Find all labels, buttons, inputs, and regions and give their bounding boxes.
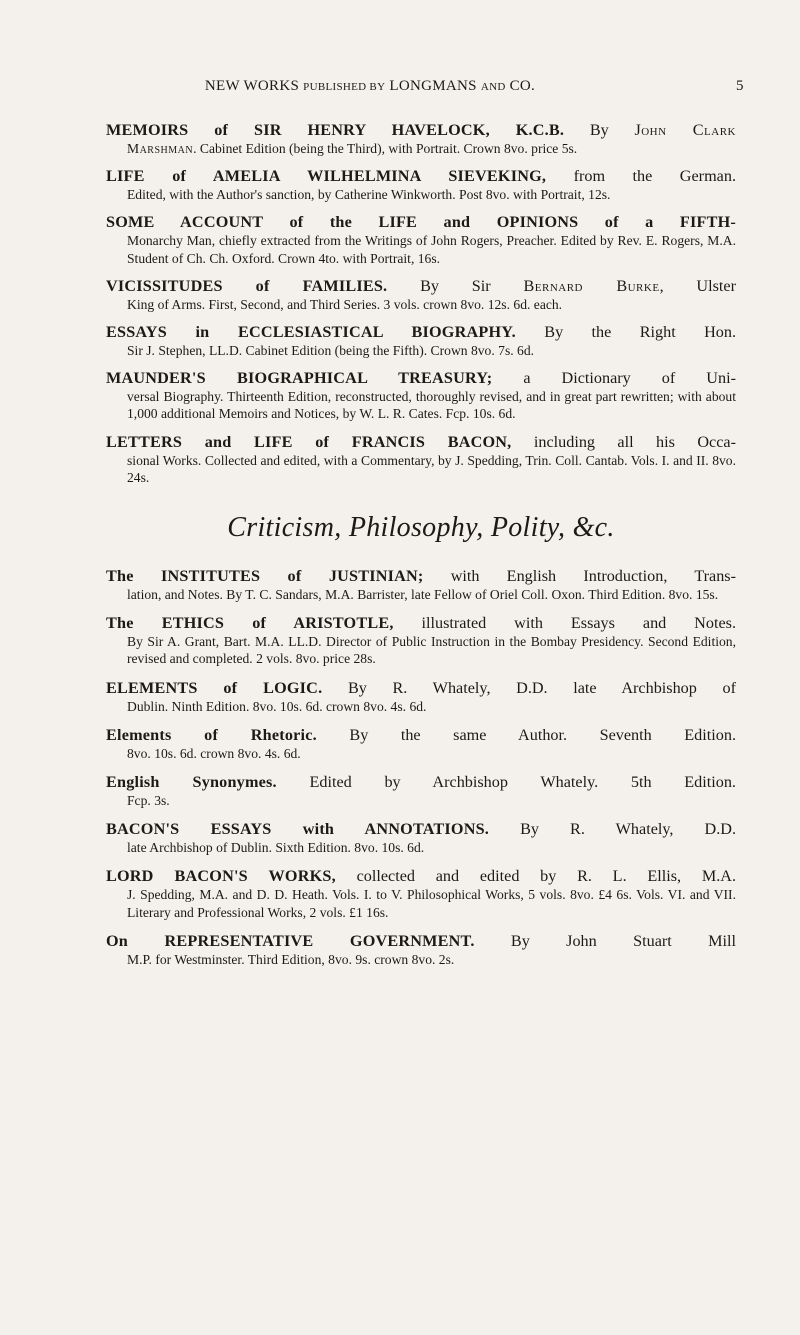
list-item: Elements of Rhetoric. By the same Author. Seventh Edition. 8vo. 10s. 6d. crown 8vo. 4s. 6d. xyxy=(106,725,736,761)
entry-title: ESSAYS in ECCLESIASTICAL BIOGRAPHY. xyxy=(106,323,516,342)
list-item: MAUNDER'S BIOGRAPHICAL TREASURY; a Dictionary of Uni- versal Biography. Thirteenth Edition, reconstructed, thoroughly revised, and in great part rewritten; with about 1,000 additional Memoirs and Notices, by W. L. R. Cates. Fcp. 10s. 6d. xyxy=(106,369,736,422)
entry-title: On REPRESENTATIVE GOVERNMENT. xyxy=(106,931,475,950)
section-heading: Criticism, Philosophy, Polity, &c. xyxy=(227,512,615,544)
list-item: On REPRESENTATIVE GOVERNMENT. By John Stuart Mill M.P. for Westminster. Third Edition, 8vo. 9s. crown 8vo. 2s. xyxy=(106,931,736,967)
running-head-title: NEW WORKS PUBLISHED BY LONGMANS AND CO. xyxy=(204,78,536,94)
entry-details: Fcp. 3s. xyxy=(127,793,170,809)
list-item: LORD BACON'S WORKS, collected and edited by R. L. Ellis, M.A. J. Spedding, M.A. and D. D. Heath. Vols. I. to V. Philosophical Works, 5 vols. 8vo. £4 6s. Vols. VI. and VII. Literary and Professional Works, 2 vols. £1 16s. xyxy=(106,867,737,920)
page-number: 5 xyxy=(736,78,744,94)
entry-details: late Archbishop of Dublin. Sixth Edition. 8vo. 10s. 6d. xyxy=(127,840,425,856)
philosophy-list xyxy=(106,566,736,968)
entry-details: 8vo. 10s. 6d. crown 8vo. 4s. 6d. xyxy=(127,745,301,761)
entry-title: ELEMENTS of LOGIC. xyxy=(106,678,323,697)
entry-title: BACON'S ESSAYS with ANNOTATIONS. xyxy=(106,820,490,839)
entry-details: Monarchy Man, chiefly extracted from the Writings of John Rogers, Preacher. Edited by Rev. E. Rogers, M.A. Student of Ch. Ch. Oxford. Crown 4to. with Portrait, 16s. xyxy=(127,233,736,266)
entry-details: King of Arms. First, Second, and Third Series. 3 vols. crown 8vo. 12s. 6d. each. xyxy=(127,296,563,312)
entry-title: English Synonymes. xyxy=(106,773,277,792)
catalogue-content xyxy=(106,120,736,978)
entry-author: Bernard Burke xyxy=(523,276,660,295)
entry-title: SOME ACCOUNT of the LIFE and OPINIONS of a FIFTH- xyxy=(106,213,736,232)
list-item: MEMOIRS of SIR HENRY HAVELOCK, K.C.B. By John Clark Marshman. Cabinet Edition (being the Third), with Portrait. Crown 8vo. price 5s. xyxy=(106,121,736,156)
entry-details: Sir J. Stephen, LL.D. Cabinet Edition (being the Fifth). Crown 8vo. 7s. 6d. xyxy=(127,343,535,359)
entry-details: lation, and Notes. By T. C. Sandars, M.A. Barrister, late Fellow of Oriel Coll. Oxon. Third Edition. 8vo. 15s. xyxy=(127,587,719,603)
list-item: LETTERS and LIFE of FRANCIS BACON, including all his Occa- sional Works. Collected and edited, with a Commentary, by J. Spedding, Trin. Coll. Cantab. Vols. I. and II. 8vo. 24s. xyxy=(106,432,736,485)
entry-details: sional Works. Collected and edited, with a Commentary, by J. Spedding, Trin. Coll. Cantab. Vols. I. and II. 8vo. 24s. xyxy=(127,452,736,485)
list-item: The INSTITUTES of JUSTINIAN; with English Introduction, Trans- lation, and Notes. By T. C. Sandars, M.A. Barrister, late Fellow of Oriel Coll. Oxon. Third Edition. 8vo. 15s. xyxy=(106,567,736,603)
entry-title: The ETHICS of ARISTOTLE, xyxy=(106,614,394,633)
list-item: ELEMENTS of LOGIC. By R. Whately, D.D. late Archbishop of Dublin. Ninth Edition. 8vo. 10s. 6d. crown 8vo. 4s. 6d. xyxy=(106,678,736,714)
entry-details: Dublin. Ninth Edition. 8vo. 10s. 6d. crown 8vo. 4s. 6d. xyxy=(127,698,427,714)
list-item: ESSAYS in ECCLESIASTICAL BIOGRAPHY. By the Right Hon. Sir J. Stephen, LL.D. Cabinet Edition (being the Fifth). Crown 8vo. 7s. 6d. xyxy=(106,323,736,359)
biography-list xyxy=(106,120,736,486)
entry-details: versal Biography. Thirteenth Edition, reconstructed, thoroughly revised, and in great part rewritten; with about 1,000 additional Memoirs and Notices, by W. L. R. Cates. Fcp. 10s. 6d. xyxy=(127,389,736,422)
list-item: The ETHICS of ARISTOTLE, illustrated with Essays and Notes. By Sir A. Grant, Bart. M.A. LL.D. Director of Public Instruction in the Bombay Presidency. Second Edition, revised and completed. 2 vols. 8vo. price 28s. xyxy=(106,614,736,667)
list-item: English Synonymes. Edited by Archbishop Whately. 5th Edition. Fcp. 3s. xyxy=(106,773,736,809)
entry-details: . Cabinet Edition (being the Third), with Portrait. Crown 8vo. price 5s. xyxy=(193,141,578,156)
entry-title: LIFE of AMELIA WILHELMINA SIEVEKING, xyxy=(106,167,547,186)
list-item: BACON'S ESSAYS with ANNOTATIONS. By R. Whately, D.D. late Archbishop of Dublin. Sixth Edition. 8vo. 10s. 6d. xyxy=(106,820,736,856)
list-item xyxy=(106,212,736,266)
entry-details: J. Spedding, M.A. and D. D. Heath. Vols. I. to V. Philosophical Works, 5 vols. 8vo. £4 6s. Vols. VI. and VII. Literary and Professional Works, 2 vols. £1 16s. xyxy=(127,887,736,920)
entry-title: MAUNDER'S BIOGRAPHICAL TREASURY; xyxy=(106,369,493,388)
list-item: LIFE of AMELIA WILHELMINA SIEVEKING, from the German. Edited, with the Author's sanction, by Catherine Winkworth. Post 8vo. with Portrait, 12s. xyxy=(106,167,736,203)
entry-title: LORD BACON'S WORKS, xyxy=(106,867,336,886)
entry-title: The INSTITUTES of JUSTINIAN; xyxy=(106,567,424,586)
entry-details: M.P. for Westminster. Third Edition, 8vo. 9s. crown 8vo. 2s. xyxy=(127,951,455,967)
entry-title: Elements of Rhetoric. xyxy=(106,725,317,744)
entry-title: VICISSITUDES of FAMILIES. xyxy=(106,276,388,295)
entry-details: Edited, with the Author's sanction, by Catherine Winkworth. Post 8vo. with Portrait, 12s. xyxy=(127,187,611,203)
entry-title: MEMOIRS of SIR HENRY HAVELOCK, K.C.B. xyxy=(106,121,565,139)
entry-author: John Clark xyxy=(634,121,736,139)
list-item: VICISSITUDES of FAMILIES. By Sir Bernard Burke, Ulster King of Arms. First, Second, and Third Series. 3 vols. crown 8vo. 12s. 6d. each. xyxy=(106,276,736,312)
entry-details: By Sir A. Grant, Bart. M.A. LL.D. Director of Public Instruction in the Bombay Presidency. Second Edition, revised and completed. 2 vols. 8vo. price 28s. xyxy=(127,634,736,667)
entry-title: LETTERS and LIFE of FRANCIS BACON, xyxy=(106,432,512,451)
